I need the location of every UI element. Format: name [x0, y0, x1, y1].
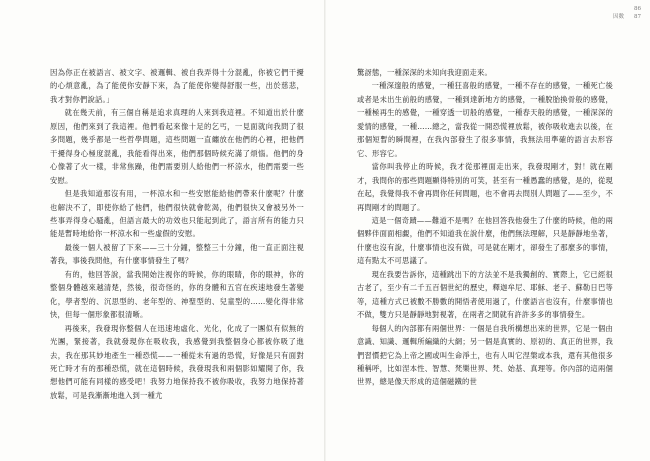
paragraph: 一種深邃般的感覺，一種狂喜般的感覺，一種不存在的感覺，一種死亡後或者是未出生前般的感覺，一種到達新地方的感覺，一種脫胎換骨般的感覺，一種極再生的感覺，一種穿透一切般的感覺，一種春天般的感覺，一種深深的愛情的感覺，一種……總之，當我從一開恐慌裡放鬆，被你吸收進去以後，在那個短暫的瞬間裡，在我內部發生了很多事情，我無法用準確的語言去形容它、形容它。 [357, 81, 613, 158]
running-title: 因數 [612, 14, 624, 20]
paragraph: 驚訝態，一種深深的未知向我迎面走來。 [357, 68, 492, 77]
running-header [613, 5, 641, 21]
paragraph: 就在幾天前，有三個自稱是追求真理的人來到我這裡。不知道出於什麼原因，他們來到了我這裡。他們看起來像十足的乞丐，一見面就向我問了很多問題，幾乎都是一些哲學問題，這些問題一直纏放在他們的心裡，把他們干擾得身心極度混亂，我能看得出來，他們那個時候充滿了煩惱。他們的身心像著了火一樣，非常焦躁，他們需要別人給他們一杯涼水，他們需要一些安慰。 [50, 108, 304, 185]
paragraph: 當你叫我停止的時候，我才從那裡面走出來，我發現剛才，對！就在剛才，我問你的那些問題顯得特別的可笑，甚至有一種愚蠢的感覺，是的，從現在起，我覺得我不會再問你任何問題，也不會再去問別人問題了——至少，不再問剛才的問題了。 [357, 162, 613, 212]
page-number-top: 86 [634, 6, 641, 12]
paragraph: 最後一個人被留了下來——三十分鐘，整整三十分鐘，他一直正面注視著我，事後我問他，有什麼事情發生了嗎？ [50, 242, 304, 266]
paragraph: 現在我要告訴你，這種跳出下的方法並不是我獨創的、實際上，它已經很古老了，至少有二千五百個世紀的歷史，釋迦牟尼、耶穌、老子、蘇勒日巴等等，這種方式已被數不勝數的開悟者使用過了，什麼語言也沒有，什麼事情也不做，雙方只是靜靜地對視著，在兩者之間就有許許多多的事情發生。 [357, 269, 613, 320]
paragraph: 每個人的內部都有兩個世界：一個是自我所構想出來的世界，它是一個由意識、知識、邏輯所編織的大網；另一個是真實的、原初的、真正的世界，我們習慣把它為上帝之國或叫生命淨土，也有人叫它涅槃或本我，還有其他很多種稱呼，比如涅本性、智慧、梵樂世界、梵、始基、真理等。你內部的這兩個世界，總是像天形成的這個磁鐵的世 [357, 323, 613, 387]
paragraph: 再後來，我發現你整個人在迅速地虛化、光化，化成了一團似有似無的光團，緊接著，我就發現你在吸收我，我感覺到我整個身心都被你吸了進去，我在那其妙地產生一種恐慌——一種從未有過的恐慌，好像是只有面對死亡時才有的那種恐慌，就在這個時候，我發現我和兩個影如耀開了你，我想他們可能有同樣的感受吧！我努力地保持我不被你吸收，我努力地保持著放鬆，可是我漸漸地進入到一種尤 [50, 323, 304, 400]
paragraph: 有的，他回答說，當我開始注視你的時候，你的眼睛，你的眼神，你的整個身體越來越清楚，然後，很奇怪的，你的身體和五官在疾速地發生著變化，學者型的、沉思型的、老年型的、神聖型的、兒童型的……變化得非常快，但每一個形象都很清晰。 [50, 269, 304, 320]
right-page-text [357, 66, 613, 389]
left-page-text [50, 66, 304, 402]
paragraph: 但是我知道那沒有用，一杯涼水和一些安慰能給他們帶來什麼呢？什麼也解決不了，即使你給了他們，他們很快就會乾渴，他們很快又會被另外一些事弄得身心騷亂，但語言最大的功效也只能起到此了，語言所有的能力只能是暫時地給你一杯涼水和一些虛假的安慰。 [50, 189, 304, 239]
right-page [325, 0, 650, 461]
paragraph: 因為你正在被語言、被文字、被邏輯、被自我弄得十分混亂，你被它們干擾的心煩意亂，為了能使你安靜下來，為了能使你變得舒服一些，出於慈悲，我才對你們說話。」 [50, 68, 304, 104]
page-number: 87 [634, 14, 641, 20]
paragraph: 這是一個奇蹟——難道不是嗎？在他回答我他發生了什麼的時候，他的兩個夥伴面面相覷，他們不知道我在說什麼，他們無法理解，只是靜靜地坐著，什麼也沒有說，什麼事情也沒有做，可是就在剛才，卻發生了那麼多的事情，這有點太不可思議了。 [357, 215, 613, 266]
